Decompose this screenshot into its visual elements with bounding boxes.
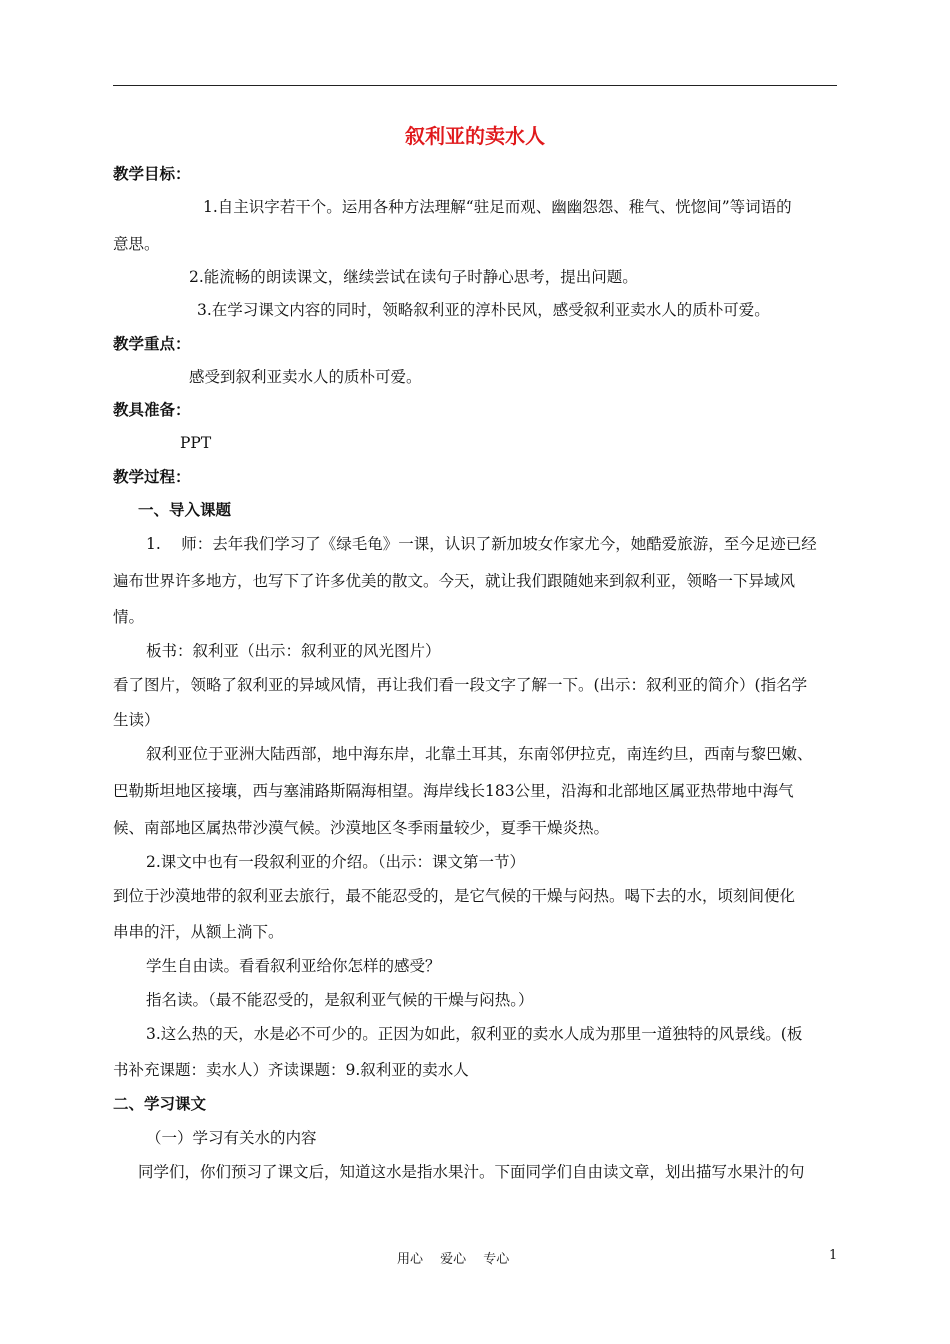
paragraph-6-line-2: 串串的汗，从额上淌下。 [113,923,284,941]
header-rule [113,85,837,86]
paragraph-10: （一）学习有关水的内容 [146,1129,317,1147]
part-1-heading: 一、导入课题 [138,501,232,519]
paragraph-11: 同学们，你们预习了课文后，知道这水是指水果汁。下面同学们自由读文章，划出描写水果汁的句 [138,1163,805,1181]
paragraph-5: 2.课文中也有一段叙利亚的介绍。（出示：课文第一节） [146,853,526,871]
paragraph-7: 学生自由读。看看叙利亚给你怎样的感受？ [146,957,441,975]
key-text: 感受到叙利亚卖水人的质朴可爱。 [189,368,422,386]
goal-1-line-2: 意思。 [113,235,160,253]
paragraph-6-line-1: 到位于沙漠地带的叙利亚去旅行，最不能忍受的，是它气候的干燥与闷热。喝下去的水，顷刻间便化 [113,887,796,905]
process-heading: 教学过程： [113,468,191,486]
tools-text: PPT [180,434,212,452]
goals-heading: 教学目标： [113,165,191,183]
key-heading: 教学重点： [113,335,191,353]
paragraph-1-line-2: 遍布世界许多地方，也写下了许多优美的散文。今天，就让我们跟随她来到叙利亚，领略一下异域风 [113,572,796,590]
paragraph-3-line-2: 生读） [113,711,160,729]
paragraph-4-line-2: 巴勒斯坦地区接壤，西与塞浦路斯隔海相望。海岸线长183公里，沿海和北部地区属亚热带地中海气 [113,782,794,800]
paragraph-4-line-1: 叙利亚位于亚洲大陆西部，地中海东岸，北靠土耳其，东南邻伊拉克，南连约旦，西南与黎巴嫩、 [146,745,813,763]
goal-1-line-1: 1.自主识字若干个。运用各种方法理解“驻足而观、幽幽怨怨、稚气、恍惚间”等词语的 [203,198,792,216]
goal-2: 2.能流畅的朗读课文，继续尝试在读句子时静心思考，提出问题。 [189,268,638,286]
paragraph-1-line-3: 情。 [113,608,145,626]
paragraph-2: 板书：叙利亚（出示：叙利亚的风光图片） [146,642,441,660]
page-number: 1 [829,1248,838,1263]
paragraph-9-line-1: 3.这么热的天，水是必不可少的。正因为如此，叙利亚的卖水人成为那里一道独特的风景线。(板 [146,1025,803,1043]
paragraph-9-line-2: 书补充课题：卖水人）齐读课题：9.叙利亚的卖水人 [113,1061,469,1079]
part-2-heading: 二、学习课文 [113,1095,207,1113]
page-title: 叙利亚的卖水人 [405,124,545,148]
paragraph-3-line-1: 看了图片，领略了叙利亚的异域风情，再让我们看一段文字了解一下。(出示：叙利亚的简介）(指名学 [113,676,808,694]
tools-heading: 教具准备： [113,401,191,419]
paragraph-4-line-3: 候、南部地区属热带沙漠气候。沙漠地区冬季雨量较少，夏季干燥炎热。 [113,819,610,837]
paragraph-1-line-1: 1. 师：去年我们学习了《绿毛龟》一课，认识了新加坡女作家尤今，她酷爱旅游，至今足迹已经 [146,535,817,553]
goal-3: 3.在学习课文内容的同时，领略叙利亚的淳朴民风，感受叙利亚卖水人的质朴可爱。 [197,301,770,319]
footer-motto: 用心 爱心 专心 [397,1252,510,1267]
paragraph-8: 指名读。（最不能忍受的，是叙利亚气候的干燥与闷热。） [146,991,534,1009]
